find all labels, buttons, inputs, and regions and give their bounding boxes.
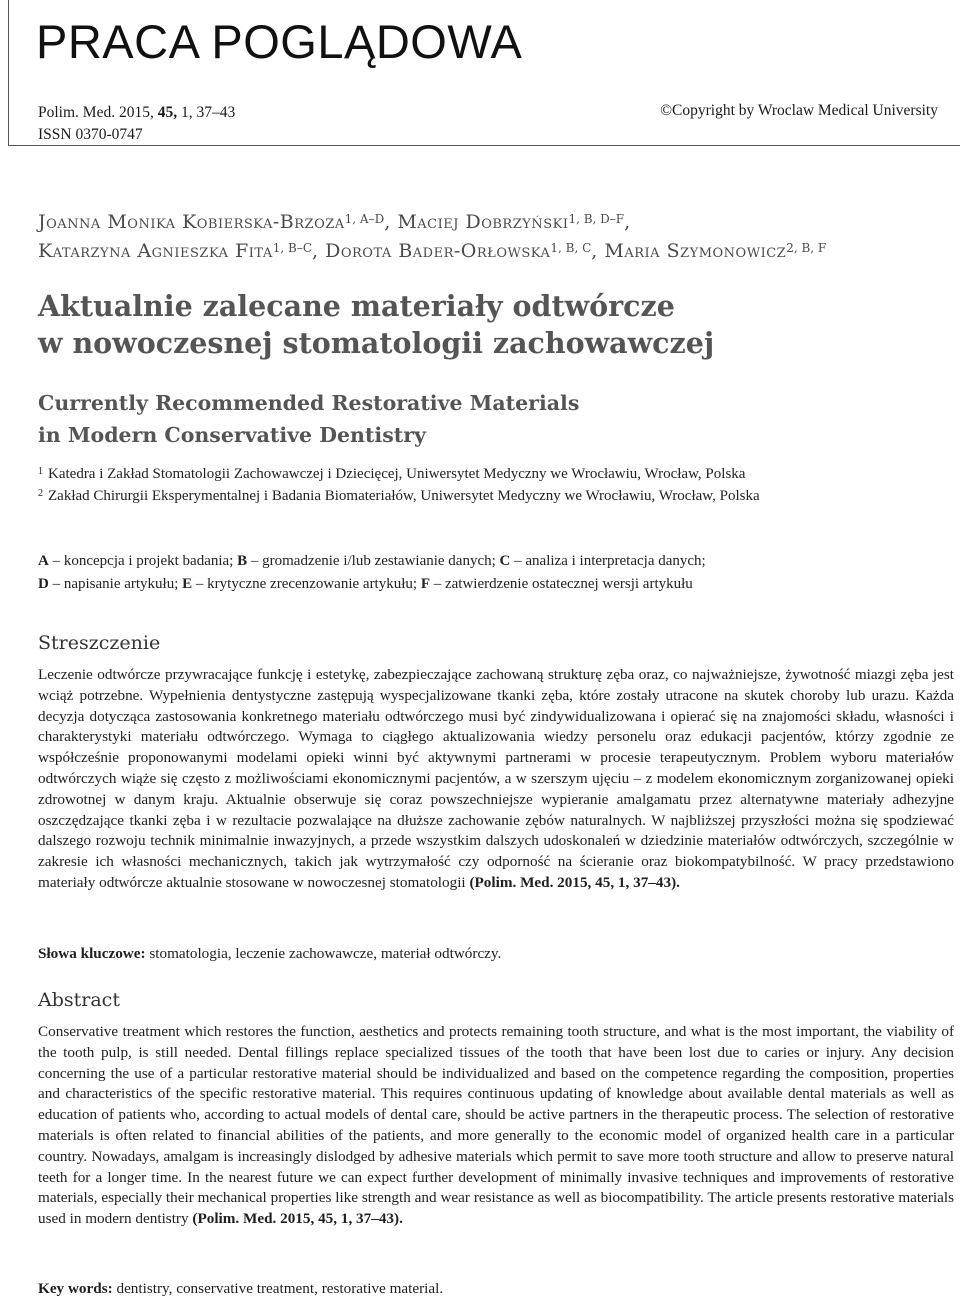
journal-issue-pages: 1, 37–43: [180, 104, 236, 121]
affiliation: $^1$ Katedra i Zakład Stomatologii Zachowawczej i Dziecięcej, Uniwersytet Medyczny we Wrocławiu, Wrocław, Polska: [38, 466, 746, 482]
author-name: Katarzyna Agnieszka Fita: [38, 240, 273, 262]
abstract-body-english: Conservative treatment which restores the function, aesthetics and protects remaining tooth structure, and what is the most important, the viability of the tooth pulp, is still needed. Dental fillings replace specialized tissues of the tooth that have been lost due to caries or injury. Any decision concerning the use of a particular restorative material should be individualized and based on the competence regarding the composition, properties and characteristics of the specific restorative material. This requires continuous updating of knowledge about available dental materials as well as education of patients who, according to actual models of dental care, should be active partners in the therapeutic process. The selection of restorative materials is often related to financial abilities of the patients, and more generally to the economic model of organized health care in a particular country. Nowadays, amalgam is increasingly dislodged by adhesive materials which permit to save more tooth structure and allow to preserve natural teeth for a longer time. In the nearest future we can expect further development of minimally invasive techniques and improvements of restorative materials, especially their mechanical properties like strength and wear resistance as well as biocompatibility. The article presents restorative materials used in modern dentistry (Polim. Med. 2015, 45, 1, 37–43).: [38, 1023, 954, 1228]
author-marks: 1, B–C: [272, 241, 313, 255]
abstract-body-polish: Leczenie odtwórcze przywracające funkcję i estetykę, zabezpieczające zachowaną strukturę zęba oraz, co najważniejsze, żywotność miazgi zęba jest wciąż potrzebne. Wypełnienia dentystyczne zastępują wyspecjalizowane tkanki zęba, które zostały utracone na skutek choroby lub urazu. Każda decyzja dotycząca zastosowania konkretnego materiału odtwórczego musi być zindywidualizowana i opierać się na znajomości składu, własności i charakterystyki materiału odtwórczego. Wymaga to ciągłego aktualizowania wiedzy personelu oraz edukacji pacjentów, którzy zgodnie ze współcześnie proponowanymi modelami opieki winni być aktywnymi partnerami w procesie terapeutycznym. Problem wyboru materiałów odtwórczych wiąże się często z możliwościami ekonomicznymi pacjentów, a w szerszym ujęciu – z modelem ekonomicznym zorganizowanej opieki zdrowotnej w danym kraju. Aktualnie obserwuje się coraz powszechniejsze wypieranie amalgamatu przez alternatywne materiały adhezyjne oszczędzające tkanki zęba i w rezultacie pozwalające na dłuższe zachowanie zębów naturalnych. W najbliższej przyszłości można się spodziewać dalszego rozwoju technik minimalnie inwazyjnych, a przede wszystkim dalszych udoskonaleń w dziedzinie materiałów odtwórczych, szczególnie w zakresie ich własności mechanicznych, takich jak wytrzymałość czy odporność na ścieranie oraz biokompatybilność. W pracy przedstawiono materiały odtwórcze aktualnie stosowane w nowoczesnej stomatologii (Polim. Med. 2015, 45, 1, 37–43).: [38, 666, 954, 891]
author-name: Joanna Monika Kobierska-Brzoza: [38, 211, 345, 233]
author-marks: 1, A–D: [344, 212, 385, 226]
journal-citation: [38, 102, 235, 146]
author-name: Maciej Dobrzyński: [397, 211, 569, 233]
author-marks: 1, B, D–F: [568, 212, 625, 226]
author-list: Joanna Monika Kobierska-Brzoza$^{1, A-D}$, Maciej Dobrzyński$^{1, B, D-F}$, Katarzyna Agnieszka Fita$^{1, B-C}$, Dorota Bader-Orłowska$^{1, B, C}$, Maria Szymonowicz$^{2, B, F}$: [38, 211, 827, 262]
abstract-citation: (Polim. Med. 2015, 45, 1, 37–43).: [469, 873, 680, 891]
abstract-citation: (Polim. Med. 2015, 45, 1, 37–43).: [192, 1210, 403, 1228]
abstract-heading-polish: Streszczenie: [38, 632, 161, 654]
author-name: Maria Szymonowicz: [604, 240, 787, 262]
journal-abbrev: Polim. Med.: [38, 104, 116, 121]
journal-volume: 45,: [157, 104, 178, 121]
copyright-notice: ©Copyright by Wroclaw Medical University: [660, 102, 938, 119]
author-marks: 1, B, C: [550, 241, 592, 255]
author-contributions: A – koncepcja i projekt badania; B – gromadzenie i/lub zestawianie danych; C – analiza i interpretacja danych; D – napisanie artykułu; E – krytyczne zrecenzowanie artykułu; F – zatwierdzenie ostatecznej wersji artykułu: [38, 553, 706, 592]
title-polish: Aktualnie zalecane materiały odtwórcze w nowoczesnej stomatologii zachowawczej: [38, 289, 715, 360]
section-label: PRACA POGLĄDOWA: [36, 15, 523, 68]
author-marks: 2, B, F: [786, 241, 827, 255]
keywords-polish: Słowa kluczowe: stomatologia, leczenie zachowawcze, materiał odtwórczy.: [38, 945, 502, 962]
affiliation: $^2$ Zakład Chirurgii Eksperymentalnej i Badania Biomateriałów, Uniwersytet Medyczny we Wrocławiu, Wrocław, Polska: [38, 488, 760, 504]
journal-year: 2015,: [118, 104, 154, 121]
title-english: Currently Recommended Restorative Materials in Modern Conservative Dentistry: [38, 391, 580, 447]
author-name: Dorota Bader-Orłowska: [325, 240, 551, 262]
keywords-english: Key words: dentistry, conservative treatment, restorative material.: [38, 1280, 444, 1297]
abstract-heading-english: Abstract: [38, 989, 120, 1011]
journal-issn: ISSN 0370-0747: [38, 126, 143, 143]
